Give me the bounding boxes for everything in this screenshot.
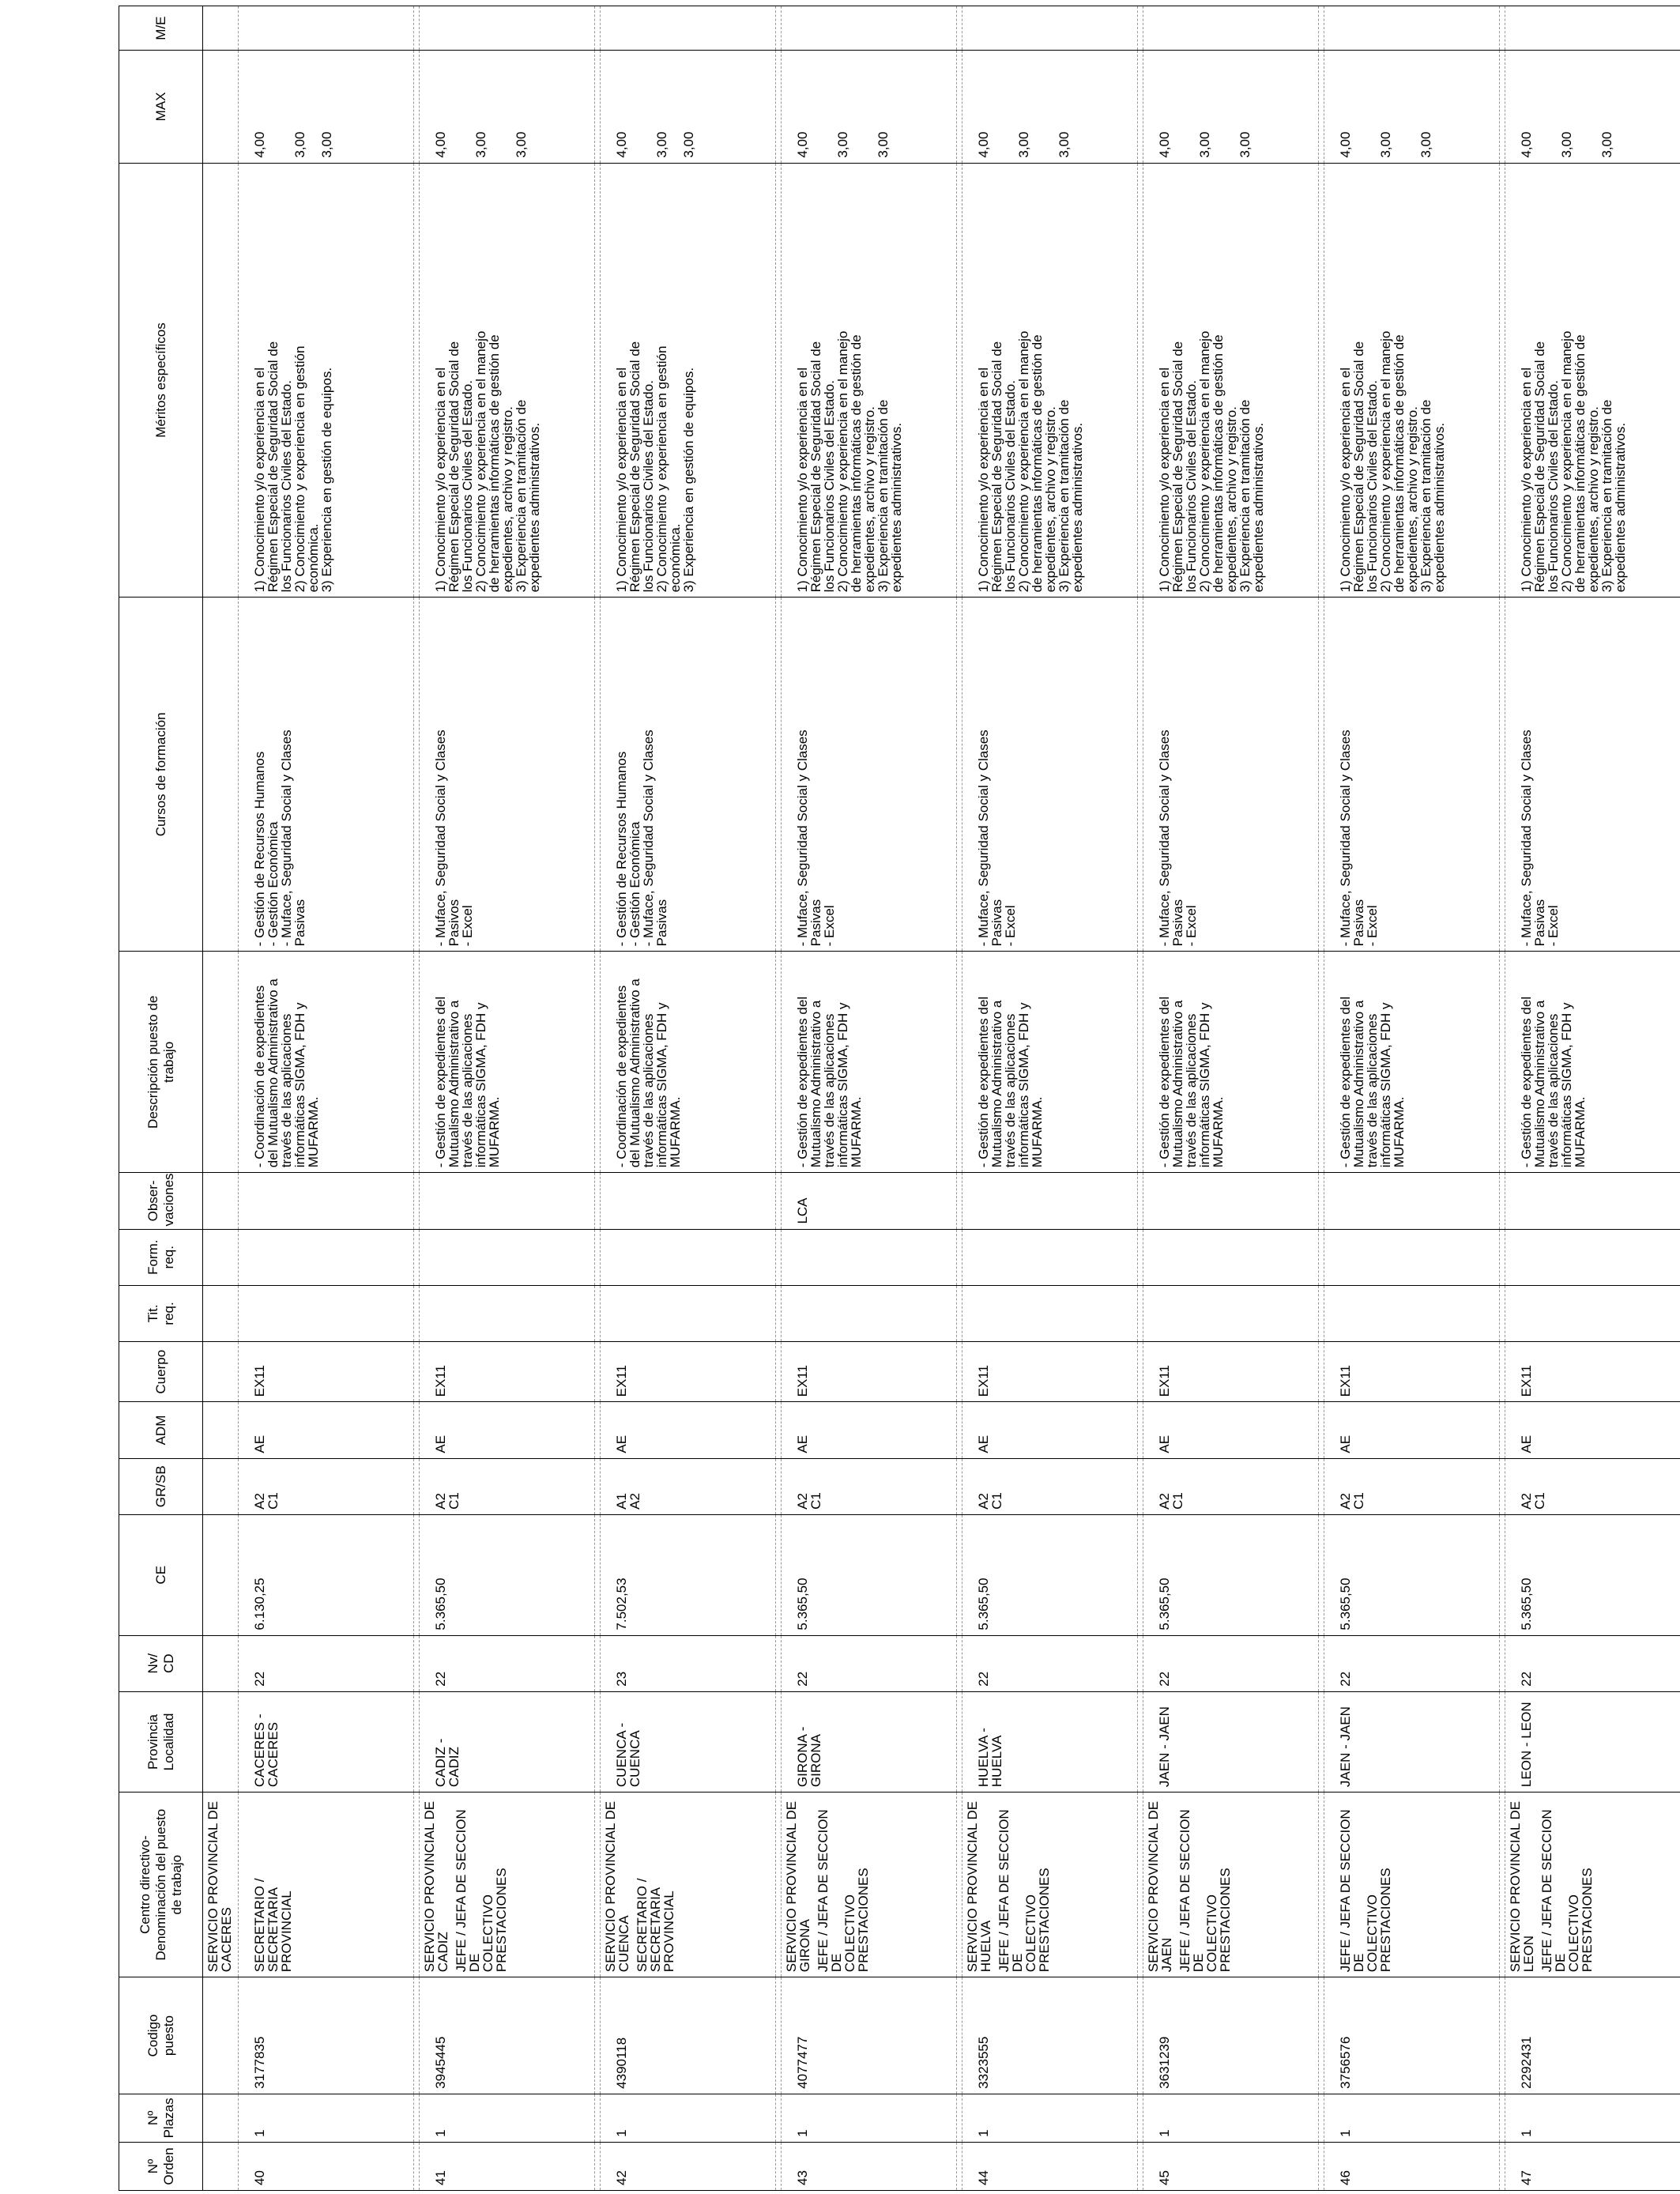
max-value: 3,00	[514, 131, 529, 158]
cell-centro	[420, 1793, 595, 1977]
cell-cursos: - Muface, Seguridad Social y Clases Pasivos - Excel	[420, 598, 595, 952]
cell-grupo: A2 C1	[1143, 1458, 1319, 1514]
cell-tit	[1143, 1285, 1319, 1341]
cell-denominacion: JEFE / JEFA DE SECCION DE COLECTIVO PRESTACIONES	[1338, 1809, 1393, 1973]
cell-plazas: 1	[1505, 2094, 1680, 2142]
cell-observaciones	[1505, 1173, 1680, 1229]
cell-centro	[782, 1793, 957, 1977]
header-orden: Nº Orden	[119, 2142, 203, 2190]
service-heading: SERVICIO PROVINCIAL DE CADIZ	[422, 1800, 450, 1973]
cell-adm: AE	[1324, 1402, 1500, 1458]
cell-denominacion: JEFE / JEFA DE SECCION DE COLECTIVO PRESTACIONES	[454, 1809, 509, 1973]
cell-plazas: 1	[239, 2094, 414, 2142]
header-grupo: GR/SB	[119, 1458, 203, 1514]
max-value	[1352, 55, 1365, 158]
cell-cuerpo: EX11	[782, 1342, 957, 1402]
header-cuerpo: Cuerpo	[119, 1342, 203, 1402]
service-heading: SERVICIO PROVINCIAL DE CACERES	[205, 1800, 234, 1973]
max-value	[1587, 55, 1600, 158]
cell-ce: 5.365,50	[1143, 1514, 1319, 1635]
cell-ce: 5.365,50	[962, 1514, 1138, 1635]
max-value	[1546, 55, 1560, 158]
cell-grupo: A2 C1	[420, 1458, 595, 1514]
service-heading: SERVICIO PROVINCIAL DE HUELVA	[965, 1800, 993, 1973]
header-adm: ADM	[119, 1402, 203, 1458]
cell-descripcion: - Coordinación de expedientes del Mutualismo Administrativo a través de las aplicaciones informáticas SIGMA, FDH y MUFARMA.	[239, 952, 414, 1173]
cell-observaciones	[239, 1173, 414, 1229]
cell-provincia: CADIZ - CADIZ	[420, 1691, 595, 1792]
cell-observaciones	[1324, 1173, 1500, 1229]
cell-provincia: HUELVA - HUELVA	[962, 1691, 1138, 1792]
cell-centro	[601, 1793, 776, 1977]
row-separator	[957, 6, 962, 2191]
cell-codigo: 3631239	[1143, 1977, 1319, 2094]
table-row	[1505, 6, 1680, 2191]
cell-grupo: A1 A2	[601, 1458, 776, 1514]
cell-plazas: 1	[601, 2094, 776, 2142]
service-heading: SERVICIO PROVINCIAL DE LEON	[1508, 1800, 1536, 1973]
max-value: 3,00	[1197, 131, 1212, 158]
cell-tit	[239, 1285, 414, 1341]
cell-me	[239, 6, 414, 51]
max-value	[266, 55, 280, 158]
cell-me	[782, 6, 957, 51]
cell-denominacion: JEFE / JEFA DE SECCION DE COLECTIVO PRESTACIONES	[816, 1809, 871, 1973]
table-row	[1143, 6, 1319, 2191]
cell-tit	[420, 1285, 595, 1341]
max-value	[1406, 55, 1419, 158]
max-value	[1365, 55, 1379, 158]
cell-descripcion: - Gestión de expedientes del Mutualismo Administrativo a través de las aplicaciones informáticas SIGMA, FDH y MUFARMA.	[782, 952, 957, 1173]
cell-provincia: LEON - LEON	[1505, 1691, 1680, 1792]
max-value: 3,00	[1599, 131, 1614, 158]
max-value	[823, 55, 836, 158]
cell-nivel: 22	[1143, 1635, 1319, 1691]
cell-codigo: 4077477	[782, 1977, 957, 2094]
cell-observaciones	[962, 1173, 1138, 1229]
max-value	[1225, 55, 1238, 158]
cell-nivel: 22	[239, 1635, 414, 1691]
header-nivel: Nv/ CD	[119, 1635, 203, 1691]
table-row	[782, 6, 957, 2191]
max-value: 3,00	[292, 131, 307, 158]
cell-max	[420, 51, 595, 164]
cell-ce: 5.365,50	[1505, 1514, 1680, 1635]
table-row	[601, 6, 776, 2191]
cell-cuerpo: EX11	[962, 1342, 1138, 1402]
max-value	[501, 55, 514, 158]
header-max: MAX	[119, 51, 203, 164]
cell-cursos: - Muface, Seguridad Social y Clases Pasivas - Excel	[1505, 598, 1680, 952]
cell-nivel: 22	[420, 1635, 595, 1691]
cell-meritos: 1) Conocimiento y/o experiencia en el Régimen Especial de Seguridad Social de los Funcionarios Civiles del Estado. 2) Conocimiento y experiencia en gestión económica. 3) Experiencia en gestión de equipos.	[239, 163, 414, 598]
max-value	[461, 55, 474, 158]
cell-cuerpo: EX11	[601, 1342, 776, 1402]
cell-ce: 5.365,50	[1324, 1514, 1500, 1635]
cell-tit	[1505, 1285, 1680, 1341]
max-value	[863, 55, 876, 158]
max-value: 4,00	[1157, 131, 1172, 158]
cell-meritos: 1) Conocimiento y/o experiencia en el Régimen Especial de Seguridad Social de los Funcionarios Civiles del Estado. 2) Conocimiento y experiencia en el manejo de herramientas informáticas de gestión de expedientes, archivo y registro. 3) Experiencia en tramitación de expedientes administrativos.	[1324, 163, 1500, 598]
max-value: 3,00	[835, 131, 850, 158]
cell-meritos: 1) Conocimiento y/o experiencia en el Régimen Especial de Seguridad Social de los Funcionarios Civiles del Estado. 2) Conocimiento y experiencia en gestión económica. 3) Experiencia en gestión de equipos.	[601, 163, 776, 598]
max-value: 3,00	[1016, 131, 1031, 158]
cell-orden: 43	[782, 2142, 957, 2190]
cell-orden: 41	[420, 2142, 595, 2190]
cell-max	[239, 51, 414, 164]
row-separator	[1138, 6, 1143, 2191]
cell-observaciones	[420, 1173, 595, 1229]
cell-adm: AE	[601, 1402, 776, 1458]
cell-ce: 5.365,50	[782, 1514, 957, 1635]
max-value	[488, 55, 501, 158]
cell-form	[239, 1229, 414, 1285]
cell-me	[1505, 6, 1680, 51]
max-value	[1044, 55, 1057, 158]
header-descripcion: Descripción puesto de trabajo	[119, 952, 203, 1173]
max-value: 3,00	[319, 131, 334, 158]
cell-plazas: 1	[420, 2094, 595, 2142]
cell-codigo: 2292431	[1505, 1977, 1680, 2094]
max-value	[1185, 55, 1198, 158]
cell-form	[1143, 1229, 1319, 1285]
max-value: 4,00	[795, 131, 810, 158]
cell-plazas: 1	[1143, 2094, 1319, 2142]
cell-cursos: - Gestión de Recursos Humanos - Gestión Económica - Muface, Seguridad Social y Clases Pasivas	[239, 598, 414, 952]
cell-me	[962, 6, 1138, 51]
cell-tit	[962, 1285, 1138, 1341]
row-separator	[595, 6, 601, 2191]
pre-row	[203, 6, 239, 2191]
max-value	[642, 55, 655, 158]
cell-cursos: - Gestión de Recursos Humanos - Gestión Económica - Muface, Seguridad Social y Clases Pasivas	[601, 598, 776, 952]
max-value	[1533, 55, 1546, 158]
row-separator	[414, 6, 420, 2191]
max-value: 4,00	[433, 131, 448, 158]
table-row	[420, 6, 595, 2191]
cell-me	[420, 6, 595, 51]
cell-provincia: JAEN - JAEN	[1324, 1691, 1500, 1792]
header-centro: Centro directivo- Denominación del puesto de trabajo	[119, 1793, 203, 1977]
cell-provincia: JAEN - JAEN	[1143, 1691, 1319, 1792]
cell-codigo: 3323555	[962, 1977, 1138, 2094]
cell-max	[782, 51, 957, 164]
cell-max	[1505, 51, 1680, 164]
cell-plazas: 1	[1324, 2094, 1500, 2142]
cell-cuerpo: EX11	[1143, 1342, 1319, 1402]
cell-grupo: A2 C1	[1505, 1458, 1680, 1514]
cell-codigo: 3945445	[420, 1977, 595, 2094]
cell-meritos: 1) Conocimiento y/o experiencia en el Régimen Especial de Seguridad Social de los Funcionarios Civiles del Estado. 2) Conocimiento y experiencia en el manejo de herramientas informáticas de gestión de expedientes, archivo y registro. 3) Experiencia en tramitación de expedientes administrativos.	[1143, 163, 1319, 598]
max-value	[1573, 55, 1587, 158]
cell-meritos: 1) Conocimiento y/o experiencia en el Régimen Especial de Seguridad Social de los Funcionarios Civiles del Estado. 2) Conocimiento y experiencia en el manejo de herramientas informáticas de gestión de expedientes, archivo y registro. 3) Experiencia en tramitación de expedientes administrativos.	[782, 163, 957, 598]
service-heading: SERVICIO PROVINCIAL DE CUENCA	[603, 1800, 631, 1973]
max-value	[809, 55, 823, 158]
cell-grupo: A2 C1	[239, 1458, 414, 1514]
cell-observaciones	[1143, 1173, 1319, 1229]
max-value: 3,00	[654, 131, 669, 158]
cell-nivel: 23	[601, 1635, 776, 1691]
cell-nivel: 22	[1324, 1635, 1500, 1691]
cell-denominacion: SECRETARIO / SECRETARIA PROVINCIAL	[635, 1878, 676, 1973]
cell-ce: 6.130,25	[239, 1514, 414, 1635]
cell-ce: 5.365,50	[420, 1514, 595, 1635]
cell-plazas: 1	[782, 2094, 957, 2142]
cell-cuerpo: EX11	[239, 1342, 414, 1402]
cell-orden: 40	[239, 2142, 414, 2190]
cell-denominacion: SECRETARIO / SECRETARIA PROVINCIAL	[252, 1878, 294, 1973]
cell-adm: AE	[1143, 1402, 1319, 1458]
cell-cuerpo: EX11	[1505, 1342, 1680, 1402]
cell-denominacion: JEFE / JEFA DE SECCION DE COLECTIVO PRESTACIONES	[1539, 1809, 1595, 1973]
service-heading: SERVICIO PROVINCIAL DE GIRONA	[784, 1800, 812, 1973]
header-titulacion: Tit. req.	[119, 1285, 203, 1341]
cell-form	[1505, 1229, 1680, 1285]
rotated-table-container	[119, 6, 1628, 2191]
cell-observaciones	[601, 1173, 776, 1229]
cell-codigo: 4390118	[601, 1977, 776, 2094]
cell-plazas: 1	[962, 2094, 1138, 2142]
cell-tit	[1324, 1285, 1500, 1341]
max-value	[669, 55, 682, 158]
service-heading: SERVICIO PROVINCIAL DE JAEN	[1146, 1800, 1174, 1973]
cell-nivel: 22	[962, 1635, 1138, 1691]
row-separator	[776, 6, 782, 2191]
cell-descripcion: - Gestión de expedientes del Mutualismo Administrativo a través de las aplicaciones informáticas SIGMA, FDH y MUFARMA.	[1324, 952, 1500, 1173]
cell-cursos: - Muface, Seguridad Social y Clases Pasivas - Excel	[1324, 598, 1500, 952]
header-cursos: Cursos de formación	[119, 598, 203, 952]
cell-cursos: - Muface, Seguridad Social y Clases Pasivas - Excel	[782, 598, 957, 952]
max-value: 3,00	[473, 131, 488, 158]
header-provincia: Provincia Localidad	[119, 1691, 203, 1792]
max-value	[849, 55, 863, 158]
cell-orden: 47	[1505, 2142, 1680, 2190]
cell-meritos: 1) Conocimiento y/o experiencia en el Régimen Especial de Seguridad Social de los Funcionarios Civiles del Estado. 2) Conocimiento y experiencia en el manejo de herramientas informáticas de gestión de expedientes, archivo y registro. 3) Experiencia en tramitación de expedientes administrativos.	[1505, 163, 1680, 598]
max-value: 4,00	[252, 131, 267, 158]
cell-descripcion: - Coordinación de expedientes del Mutualismo Administrativo a través de las aplicaciones informáticas SIGMA, FDH y MUFARMA.	[601, 952, 776, 1173]
max-value: 3,00	[876, 131, 891, 158]
cell-tit	[782, 1285, 957, 1341]
max-value: 4,00	[1338, 131, 1353, 158]
cell-max	[1143, 51, 1319, 164]
cell-cursos: - Muface, Seguridad Social y Clases Pasivas - Excel	[962, 598, 1138, 952]
max-value: 3,00	[1057, 131, 1072, 158]
max-value	[1030, 55, 1044, 158]
table-row	[239, 6, 414, 2191]
cell-codigo: 3177835	[239, 1977, 414, 2094]
cell-me	[1324, 6, 1500, 51]
cell-centro	[239, 1793, 414, 1977]
cell-orden: 44	[962, 2142, 1138, 2190]
cell-meritos: 1) Conocimiento y/o experiencia en el Régimen Especial de Seguridad Social de los Funcionarios Civiles del Estado. 2) Conocimiento y experiencia en el manejo de herramientas informáticas de gestión de expedientes, archivo y registro. 3) Experiencia en tramitación de expedientes administrativos.	[420, 163, 595, 598]
cell-provincia: CUENCA - CUENCA	[601, 1691, 776, 1792]
cell-adm: AE	[1505, 1402, 1680, 1458]
cell-denominacion: JEFE / JEFA DE SECCION DE COLECTIVO PRESTACIONES	[996, 1809, 1052, 1973]
cell-tit	[601, 1285, 776, 1341]
cell-max	[601, 51, 776, 164]
max-value	[1004, 55, 1017, 158]
header-formacion: Form. req.	[119, 1229, 203, 1285]
cell-adm: AE	[782, 1402, 957, 1458]
cell-form	[962, 1229, 1138, 1285]
cell-provincia: GIRONA - GIRONA	[782, 1691, 957, 1792]
cell-form	[420, 1229, 595, 1285]
header-codigo: Codigo puesto	[119, 1977, 203, 2094]
cell-me	[1143, 6, 1319, 51]
cell-cursos: - Muface, Seguridad Social y Clases Pasivas - Excel	[1143, 598, 1319, 952]
header-me: M/E	[119, 6, 203, 51]
row-separator	[1319, 6, 1324, 2191]
cell-observaciones: LCA	[782, 1173, 957, 1229]
max-value	[990, 55, 1004, 158]
max-value: 4,00	[1519, 131, 1534, 158]
cell-codigo: 3756576	[1324, 1977, 1500, 2094]
cell-adm: AE	[239, 1402, 414, 1458]
cell-grupo: A2 C1	[1324, 1458, 1500, 1514]
table-row	[1324, 6, 1500, 2191]
cell-me	[601, 6, 776, 51]
max-value: 4,00	[976, 131, 991, 158]
header-row	[119, 6, 203, 2191]
max-value	[1392, 55, 1406, 158]
max-value: 3,00	[1378, 131, 1393, 158]
positions-table	[119, 6, 1680, 2191]
cell-grupo: A2 C1	[782, 1458, 957, 1514]
cell-nivel: 22	[782, 1635, 957, 1691]
max-value: 3,00	[1237, 131, 1252, 158]
cell-grupo: A2 C1	[962, 1458, 1138, 1514]
max-value	[307, 55, 320, 158]
max-value	[280, 55, 293, 158]
cell-adm: AE	[420, 1402, 595, 1458]
cell-orden: 45	[1143, 2142, 1319, 2190]
max-value: 4,00	[614, 131, 629, 158]
header-observaciones: Obser- vaciones	[119, 1173, 203, 1229]
max-value	[628, 55, 642, 158]
cell-descripcion: - Gestión de expedientes del Mutualismo Administrativo a través de las aplicaciones informáticas SIGMA, FDH y MUFARMA.	[1505, 952, 1680, 1173]
cell-form	[1324, 1229, 1500, 1285]
cell-denominacion: JEFE / JEFA DE SECCION DE COLECTIVO PRESTACIONES	[1177, 1809, 1233, 1973]
cell-adm: AE	[962, 1402, 1138, 1458]
cell-nivel: 22	[1505, 1635, 1680, 1691]
max-value: 3,00	[1559, 131, 1574, 158]
cell-cuerpo: EX11	[1324, 1342, 1500, 1402]
cell-provincia: CACERES - CACERES	[239, 1691, 414, 1792]
max-value	[447, 55, 461, 158]
cell-max	[962, 51, 1138, 164]
max-value	[1211, 55, 1225, 158]
cell-orden: 46	[1324, 2142, 1500, 2190]
cell-orden: 42	[601, 2142, 776, 2190]
cell-cuerpo: EX11	[420, 1342, 595, 1402]
cell-descripcion: - Gestión de expedientes del Mutualismo Administrativo a través de las aplicaciones informáticas SIGMA, FDH y MUFARMA.	[420, 952, 595, 1173]
max-value	[1171, 55, 1185, 158]
cell-form	[601, 1229, 776, 1285]
cell-descripcion: - Gestión de expedientes del Mutualismo Administrativo a través de las aplicaciones informáticas SIGMA, FDH y MUFARMA.	[962, 952, 1138, 1173]
cell-max	[1324, 51, 1500, 164]
cell-centro	[962, 1793, 1138, 1977]
cell-centro	[1324, 1793, 1500, 1977]
cell-descripcion: - Gestión de expedientes del Mutualismo Administrativo a través de las aplicaciones informáticas SIGMA, FDH y MUFARMA.	[1143, 952, 1319, 1173]
header-plazas: Nº Plazas	[119, 2094, 203, 2142]
header-ce: CE	[119, 1514, 203, 1635]
max-value: 3,00	[681, 131, 696, 158]
cell-centro	[1505, 1793, 1680, 1977]
max-value: 3,00	[1418, 131, 1433, 158]
cell-form	[782, 1229, 957, 1285]
header-meritos: Méritos específicos	[119, 163, 203, 598]
cell-centro	[1143, 1793, 1319, 1977]
cell-ce: 7.502,53	[601, 1514, 776, 1635]
table-row	[962, 6, 1138, 2191]
cell-meritos: 1) Conocimiento y/o experiencia en el Régimen Especial de Seguridad Social de los Funcionarios Civiles del Estado. 2) Conocimiento y experiencia en el manejo de herramientas informáticas de gestión de expedientes, archivo y registro. 3) Experiencia en tramitación de expedientes administrativos.	[962, 163, 1138, 598]
row-separator	[1500, 6, 1505, 2191]
